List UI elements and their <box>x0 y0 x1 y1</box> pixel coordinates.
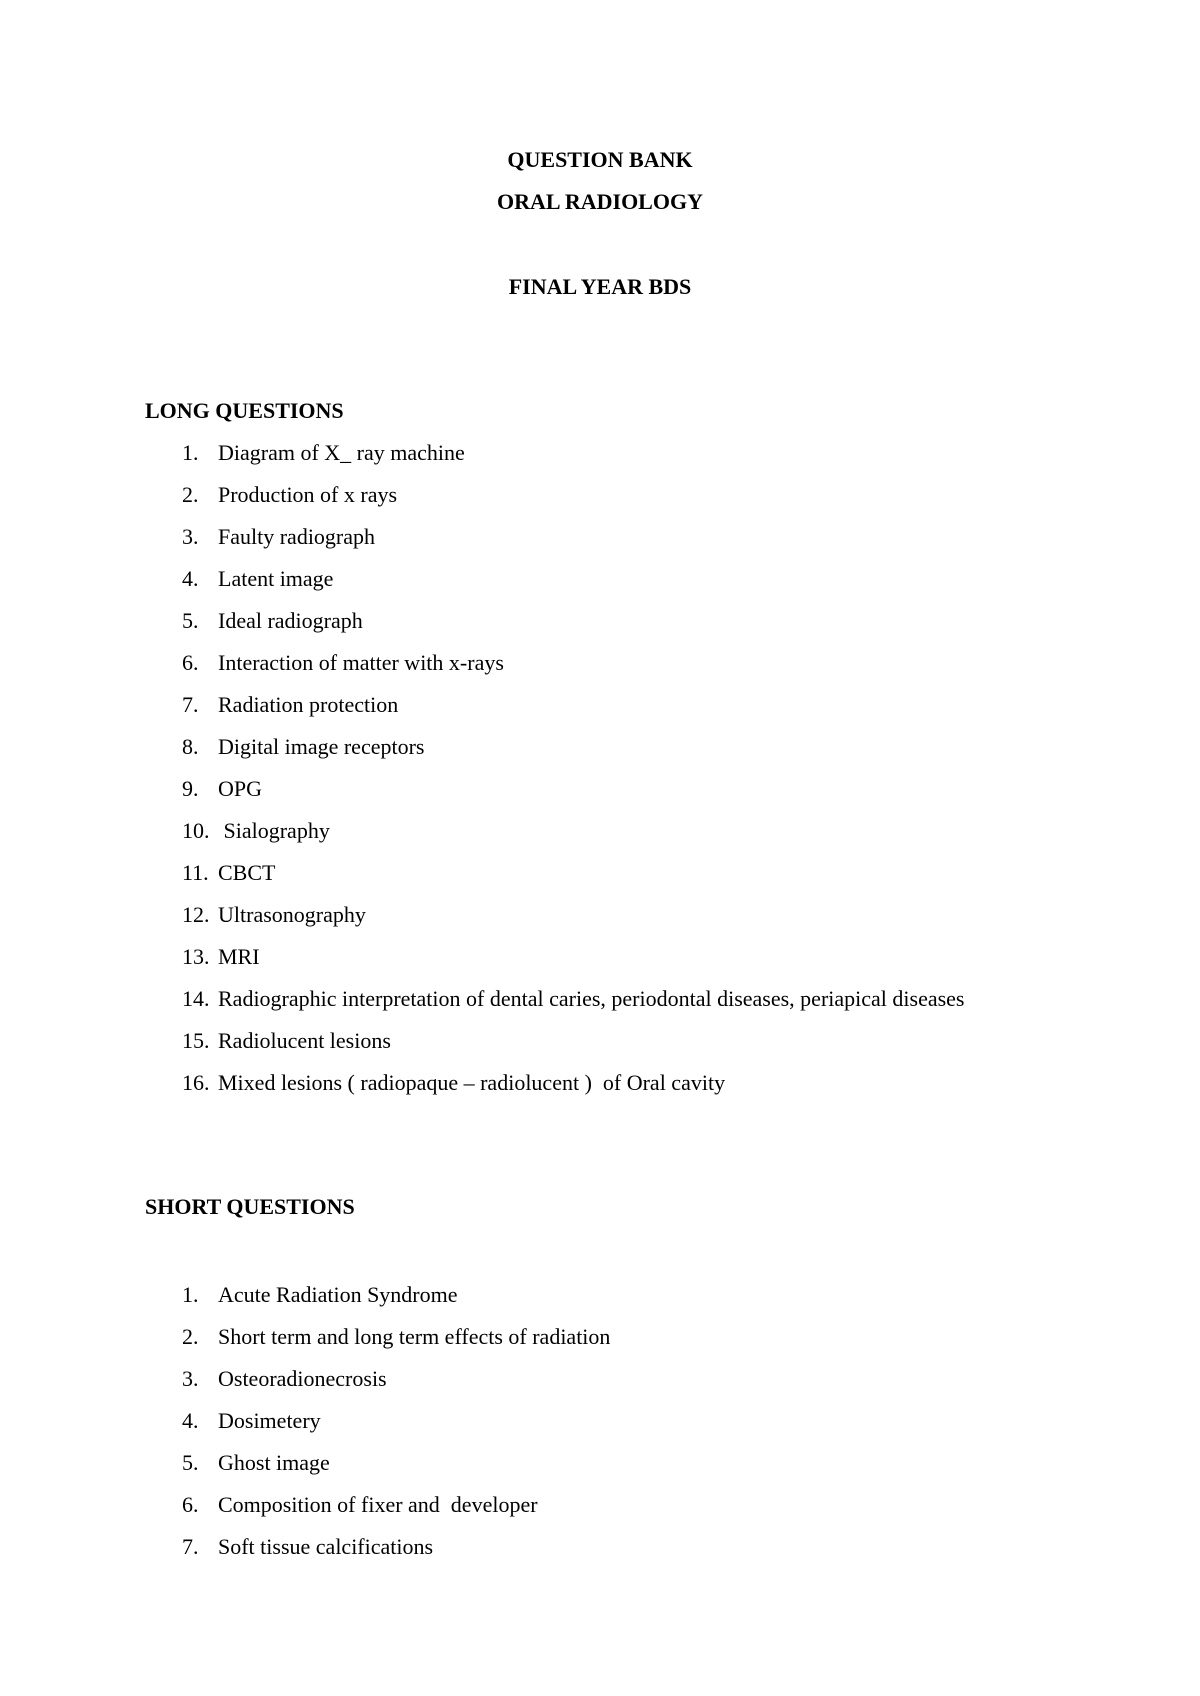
item-text: Soft tissue calcifications <box>218 1534 434 1559</box>
item-number: 1. <box>182 1282 199 1307</box>
short-questions-heading: SHORT QUESTIONS <box>145 1194 355 1219</box>
item-text: Short term and long term effects of radiation <box>218 1324 611 1349</box>
item-text: Interaction of matter with x-rays <box>218 650 504 675</box>
item-number: 6. <box>182 650 199 675</box>
list-item <box>0 648 1200 690</box>
long-questions-heading: LONG QUESTIONS <box>145 398 344 423</box>
item-number: 3. <box>182 1366 199 1391</box>
item-number: 16. <box>182 1070 210 1095</box>
item-number: 6. <box>182 1492 199 1517</box>
list-item <box>0 1490 1200 1532</box>
item-number: 7. <box>182 692 199 717</box>
list-item <box>0 690 1200 732</box>
item-text: Ultrasonography <box>218 902 366 927</box>
list-item <box>0 984 1200 1026</box>
item-number: 5. <box>182 608 199 633</box>
item-number: 2. <box>182 482 199 507</box>
list-item <box>0 606 1200 648</box>
list-item <box>0 900 1200 942</box>
item-text: Faulty radiograph <box>218 524 376 549</box>
item-text: Osteoradionecrosis <box>218 1366 387 1391</box>
list-item <box>0 438 1200 480</box>
document-title: QUESTION BANK <box>507 147 693 172</box>
item-text: Acute Radiation Syndrome <box>218 1282 458 1307</box>
item-text: Ideal radiograph <box>218 608 363 633</box>
item-text: OPG <box>218 776 263 801</box>
item-text: Production of x rays <box>218 482 398 507</box>
item-number: 5. <box>182 1450 199 1475</box>
item-text: Radiolucent lesions <box>218 1028 391 1053</box>
item-number: 10. <box>182 818 210 843</box>
list-item <box>0 522 1200 564</box>
list-item <box>0 1364 1200 1406</box>
item-number: 2. <box>182 1324 199 1349</box>
item-text: Diagram of X_ ray machine <box>218 440 465 465</box>
list-item <box>0 1448 1200 1490</box>
list-item <box>0 1026 1200 1068</box>
item-text: Mixed lesions ( radiopaque – radiolucent ) of Oral cavity <box>218 1070 726 1095</box>
item-text: MRI <box>218 944 260 969</box>
item-number: 1. <box>182 440 199 465</box>
item-text: Sialography <box>218 818 330 843</box>
list-item <box>0 1532 1200 1574</box>
list-item <box>0 1280 1200 1322</box>
course-title: FINAL YEAR BDS <box>508 274 692 299</box>
list-item <box>0 942 1200 984</box>
item-text: Digital image receptors <box>218 734 425 759</box>
item-number: 8. <box>182 734 199 759</box>
item-number: 9. <box>182 776 199 801</box>
item-text: Radiation protection <box>218 692 399 717</box>
item-number: 4. <box>182 566 199 591</box>
subject-title: ORAL RADIOLOGY <box>497 189 703 214</box>
item-number: 7. <box>182 1534 199 1559</box>
item-text: Radiographic interpretation of dental caries, periodontal diseases, periapical diseases <box>218 986 965 1011</box>
item-text: Latent image <box>218 566 334 591</box>
item-number: 14. <box>182 986 210 1011</box>
item-text: Ghost image <box>218 1450 330 1475</box>
item-number: 15. <box>182 1028 210 1053</box>
item-number: 4. <box>182 1408 199 1433</box>
item-number: 11. <box>182 860 209 885</box>
item-number: 12. <box>182 902 210 927</box>
list-item <box>0 732 1200 774</box>
item-text: Composition of fixer and developer <box>218 1492 538 1517</box>
list-item <box>0 1068 1200 1110</box>
list-item <box>0 816 1200 858</box>
item-text: Dosimetery <box>218 1408 321 1433</box>
list-item <box>0 1406 1200 1448</box>
long-questions-list <box>0 438 1200 1110</box>
short-questions-list <box>0 1280 1200 1574</box>
list-item <box>0 1322 1200 1364</box>
list-item <box>0 480 1200 522</box>
item-text: CBCT <box>218 860 276 885</box>
list-item <box>0 564 1200 606</box>
item-number: 13. <box>182 944 210 969</box>
item-number: 3. <box>182 524 199 549</box>
list-item <box>0 858 1200 900</box>
list-item <box>0 774 1200 816</box>
